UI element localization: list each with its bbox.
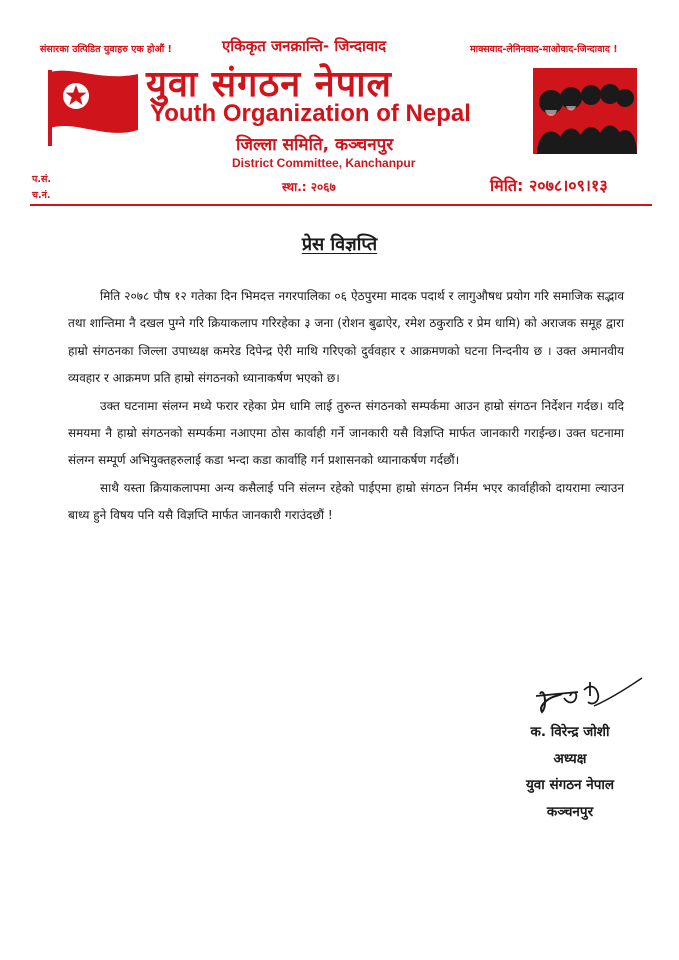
header-divider xyxy=(30,204,652,206)
flag-star-icon xyxy=(48,68,140,146)
signatory-name: क. विरेन्द्र जोशी xyxy=(530,724,610,740)
slogan-right: माक्सवाद-लेनिनवाद-माओवाद-जिन्दावाद ! xyxy=(470,44,618,55)
press-release-body xyxy=(68,283,624,530)
established-year: स्था.: २०६७ xyxy=(282,180,336,194)
press-release-title: प्रेस विज्ञप्ति xyxy=(301,234,378,255)
body-paragraph: मिति २०७८ पौष १२ गतेका दिन भिमदत्त नगरपालिका ०६ ऐठपुरमा मादक पदार्थ र लागुऔषध प्रयोग गरि समाजिक सद्भाव तथा शान्तिमा नै दखल पुग्ने गरि क्रियाकलाप गरिरहेका ३ जना (रोशन बुढाऐर, रमेश ठकुराठि र प्रेम धामि) को अराजक समूह द्वारा हाम्रो संगठनका जिल्ला उपाध्यक्ष कमरेड दिपेन्द्र ऐरी माथि गरिएको दुर्ववहार र आक्रमणको घटना निन्दनीय छ । उक्त अमानवीय व्यवहार र आक्रमण प्रति हाम्रो संगठनको ध्यानाकर्षण भएको छ। xyxy=(68,289,624,386)
dispatch-number-label: च.नं. xyxy=(32,190,51,201)
signatory-position: अध्यक्ष xyxy=(553,751,587,767)
body-paragraph: उक्त घटनामा संलग्न मध्ये फरार रहेका प्रेम धामि लाई तुरुन्त संगठनको सम्पर्कमा आउन हाम्रो संगठन निर्देशन गर्दछ। यदि समयमा नै हाम्रो संगठनको सम्पर्कमा नआएमा ठोस कार्वाही गर्ने जानकारी यसै विज्ञप्ति मार्फत जानकारी गराईन्छ। उक्त घटनामा संलग्न सम्पूर्ण अभियुक्तहरुलाई कडा भन्दा कडा कार्वाहि गर्न प्रशासनको ध्यानाकर्षण गर्दछौं। xyxy=(68,398,624,468)
document-date: मिति: २०७८।०९।१३ xyxy=(490,176,608,195)
reference-number-label: प.सं. xyxy=(32,174,52,185)
handwritten-signature xyxy=(534,676,644,726)
leaders-portrait-image xyxy=(533,68,637,154)
slogan-center: एकिकृत जनक्रान्ति- जिन्दावाद xyxy=(222,37,387,55)
slogan-left: संसारका उत्पिडित युवाहरु एक होऔं ! xyxy=(40,44,172,55)
signatory-organization: युवा संगठन नेपाल xyxy=(525,777,615,793)
organization-title-english: Youth Organization of Nepal xyxy=(150,100,471,127)
committee-nepali: जिल्ला समिति, कञ्चनपुर xyxy=(236,135,394,155)
body-paragraph: साथै यस्ता क्रियाकलापमा अन्य कसैलाई पनि संलग्न रहेको पाईएमा हाम्रो संगठन निर्मम भएर कार्वाहीको दायरामा ल्याउन बाध्य हुने विषय पनि यसै विज्ञप्ति मार्फत जानकारी गराउंदछौं ! xyxy=(68,480,624,523)
organization-title-nepali: युवा संगठन नेपाल xyxy=(146,64,392,105)
signatory-district: कञ्चनपुर xyxy=(546,804,594,820)
committee-english: District Committee, Kanchanpur xyxy=(232,156,416,170)
